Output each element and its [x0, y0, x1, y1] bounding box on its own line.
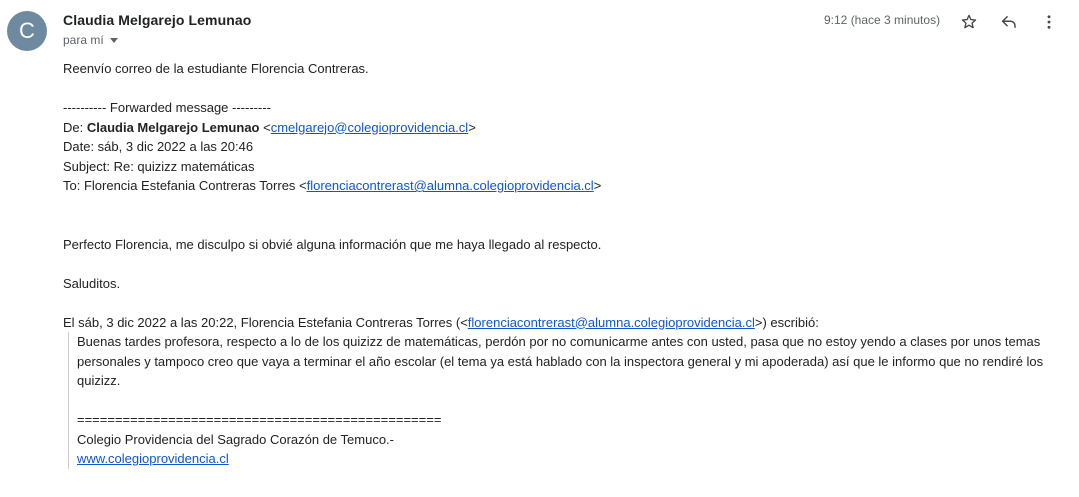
forwarded-from-email-link[interactable]: cmelgarejo@colegioprovidencia.cl [270, 119, 469, 135]
intro-text: Reenvío correo de la estudiante Florencia Contreras. [63, 61, 369, 76]
forwarded-header: ---------- Forwarded message --------- [63, 100, 271, 115]
forwarded-to: To: Florencia Estefania Contreras Torres <florenciacontrerast@alumna.colegioprovidencia.cl> [63, 178, 602, 193]
recipient-details-toggle[interactable] [63, 33, 118, 47]
quote-email-link[interactable]: florenciacontrerast@alumna.colegioprovidencia.cl [467, 314, 755, 330]
quoted-text-line: personales y tampoco creo que vaya a terminar el año escolar (el tema ya está hablado con la inspectora general y mi apoderada) así que le informo que no rendiré los [77, 353, 1044, 369]
quoted-message [68, 332, 1057, 469]
message-body [63, 59, 1063, 469]
school-website-link[interactable]: www.colegioprovidencia.cl [77, 451, 229, 466]
more-options-button[interactable] [1037, 10, 1061, 34]
quote-attribution: El sáb, 3 dic 2022 a las 20:22, Florencia Estefania Contreras Torres (<florenciacontrerast@alumna.colegioprovidencia.cl>) escribió: [63, 314, 819, 330]
recipient-label: para mí [63, 33, 104, 47]
avatar[interactable]: C [7, 11, 47, 51]
forwarded-from: De: Claudia Melgarejo Lemunao <cmelgarejo@colegioprovidencia.cl> [63, 119, 476, 135]
quoted-text-line: Buenas tardes profesora, respecto a lo de los quizizz de matemáticas, perdón por no comunicarme antes con usted, pasa que no estoy yendo a clases por unos temas [77, 334, 1041, 349]
reply-text: Perfecto Florencia, me disculpo si obvié alguna información que me haya llegado al respecto. [63, 236, 602, 252]
sender-name[interactable]: Claudia Melgarejo Lemunao [63, 12, 252, 28]
reply-button[interactable] [997, 10, 1021, 34]
forwarded-date: Date: sáb, 3 dic 2022 a las 20:46 [63, 139, 254, 154]
signature-separator: ================================================ [77, 412, 442, 427]
forwarded-to-email-link[interactable]: florenciacontrerast@alumna.colegioprovidencia.cl [306, 178, 594, 193]
school-name: Colegio Providencia del Sagrado Corazón de Temuco.- [77, 431, 395, 447]
forwarded-subject: Subject: Re: quizizz matemáticas [63, 158, 255, 174]
star-button[interactable] [957, 10, 981, 34]
star-icon [960, 13, 978, 31]
forwarded-from-name: Claudia Melgarejo Lemunao [86, 119, 260, 135]
message-timestamp: 9:12 (hace 3 minutos) [824, 13, 941, 27]
quoted-text-line: quizizz. [77, 373, 121, 388]
signoff: Saluditos. [63, 275, 121, 291]
reply-icon [1000, 13, 1018, 31]
chevron-down-icon[interactable] [110, 38, 118, 43]
more-vert-icon [1040, 13, 1058, 31]
